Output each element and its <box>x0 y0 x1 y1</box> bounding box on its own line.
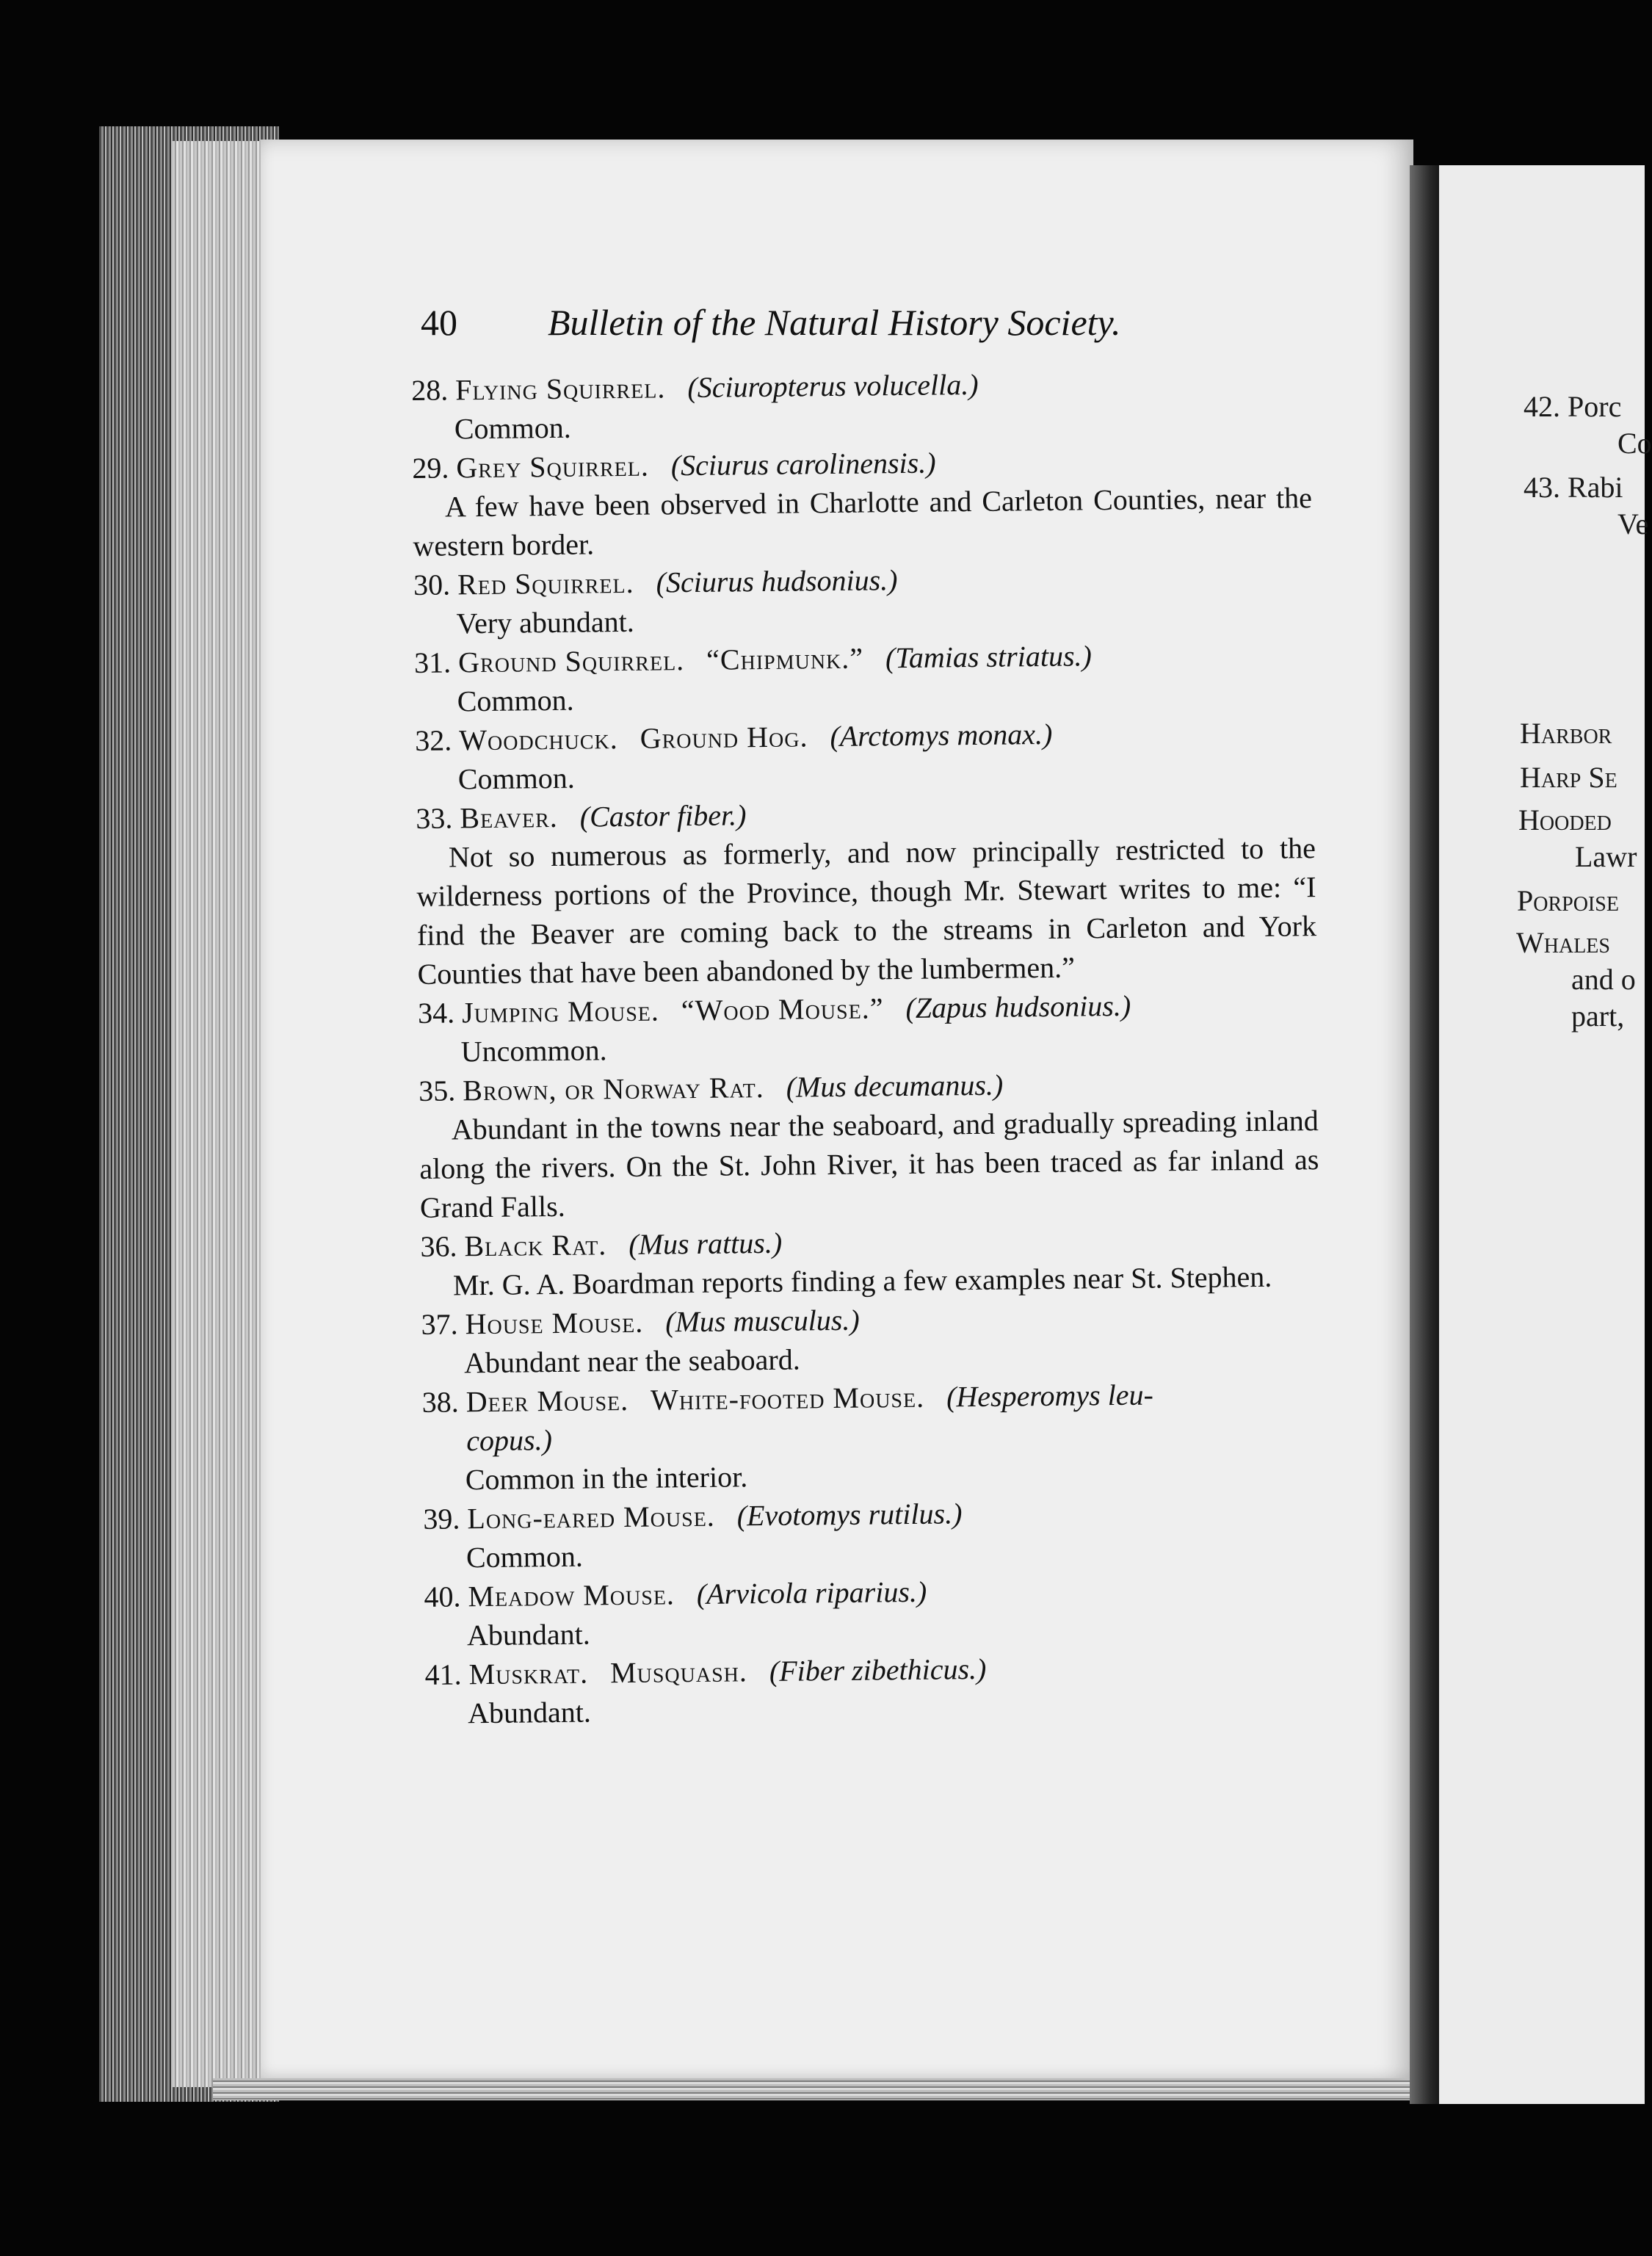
book-bottom-edge <box>213 2078 1410 2100</box>
entry-description: Uncommon. <box>460 1033 607 1069</box>
species-entry <box>420 1218 1320 1305</box>
facing-page-line: Harp Se <box>1520 761 1617 794</box>
entry-description: Common. <box>457 683 574 718</box>
species-entry <box>415 712 1315 799</box>
entry-description: Abundant. <box>466 1617 591 1652</box>
entry-number: 36. <box>420 1229 457 1263</box>
facing-page-line: and o <box>1571 963 1636 996</box>
common-name: Grey Squirrel. <box>456 449 650 485</box>
common-name: Flying Squirrel. <box>455 371 666 407</box>
common-name: Deer Mouse. <box>465 1383 629 1419</box>
entry-number: 37. <box>421 1307 458 1341</box>
running-title: Bulletin of the Natural History Society. <box>548 302 1121 343</box>
facing-page-line: Hooded <box>1518 803 1612 836</box>
facing-page-line: Lawr <box>1575 840 1637 873</box>
entry-number: 40. <box>424 1580 461 1613</box>
entry-description: Common. <box>454 411 571 446</box>
scientific-name: (Mus rattus.) <box>628 1226 783 1261</box>
facing-page-line: 42. Porc <box>1524 390 1622 423</box>
common-name: Long-eared Mouse. <box>467 1499 716 1536</box>
scientific-name: (Sciuropterus volucella.) <box>687 367 979 405</box>
species-entry <box>424 1646 1325 1733</box>
species-entry <box>419 1062 1319 1227</box>
alternate-name: “Chipmunk.” <box>706 641 864 676</box>
scientific-name: (Castor fiber.) <box>579 798 747 834</box>
scientific-name: (Arvicola riparius.) <box>696 1574 927 1611</box>
common-name: Brown, or Norway Rat. <box>463 1071 764 1107</box>
page-number: 40 <box>421 302 457 343</box>
entry-number: 41. <box>424 1657 462 1691</box>
entry-number: 30. <box>413 568 451 601</box>
common-name: Beaver. <box>460 800 559 835</box>
entry-description: Common. <box>465 1539 584 1574</box>
facing-page-line: part, <box>1571 999 1625 1033</box>
common-name: Jumping Mouse. <box>461 994 660 1030</box>
facing-page-line: Co <box>1617 427 1652 460</box>
facing-page <box>1439 165 1652 2104</box>
entry-number: 31. <box>413 646 452 679</box>
facing-page-line: 43. Rabi <box>1524 471 1623 504</box>
book-gutter <box>1410 165 1443 2104</box>
common-name: Red Squirrel. <box>457 565 634 601</box>
entry-description: Mr. G. A. Boardman reports finding a few examples near St. Stephen. <box>452 1259 1272 1302</box>
scientific-name: (Hesperomys leu- <box>946 1378 1154 1414</box>
species-entry <box>421 1295 1321 1383</box>
entry-description: A few have been observed in Charlotte and Carleton Counties, near the western border. <box>413 481 1313 563</box>
entry-number: 33. <box>416 801 453 835</box>
common-name: Black Rat. <box>464 1228 607 1263</box>
entry-description: Abundant in the towns near the seaboard, and gradually spreading inland along the rivers. On the St. John River, it has been traced as far inland as Grand Falls. <box>419 1104 1319 1224</box>
entry-number: 39. <box>423 1502 460 1536</box>
entry-description: Not so numerous as formerly, and now principally restricted to the wilderness portions of the Province, though Mr. Stewart writes to me: “I find the Beaver are coming back to the streams in Carleton and York Counties that have been abandoned by the lumbermen.” <box>416 831 1317 991</box>
scientific-name: (Sciurus hudsonius.) <box>656 563 898 599</box>
common-name: Meadow Mouse. <box>468 1577 675 1613</box>
entry-description: Common. <box>457 761 575 796</box>
scientific-name: (Zapus hudsonius.) <box>905 988 1131 1024</box>
common-name: Muskrat. <box>468 1656 589 1691</box>
facing-page-line: Harbor <box>1520 717 1612 750</box>
scientific-name: (Mus decumanus.) <box>786 1068 1004 1104</box>
alternate-name: Musquash. <box>609 1655 748 1690</box>
scientific-name: (Sciurus carolinensis.) <box>670 446 936 482</box>
alternate-name: “Wood Mouse.” <box>681 991 884 1027</box>
entry-number: 32. <box>415 723 452 757</box>
book-page-edges-inner <box>173 141 268 2087</box>
common-name: Ground Squirrel. <box>457 643 685 679</box>
alternate-name: Ground Hog. <box>640 720 808 755</box>
entry-number: 28. <box>411 373 449 407</box>
species-entry <box>424 1568 1324 1655</box>
species-entry <box>412 439 1313 565</box>
entry-number: 35. <box>419 1074 456 1107</box>
entry-number: 29. <box>412 451 449 485</box>
scientific-name: (Arctomys monax.) <box>830 717 1053 753</box>
species-entry <box>414 634 1314 721</box>
entry-number: 38. <box>421 1385 459 1419</box>
scientific-name: (Fiber zibethicus.) <box>769 1652 987 1688</box>
common-name: Woodchuck. <box>459 722 618 757</box>
species-entry <box>416 789 1317 994</box>
species-entry <box>421 1373 1322 1500</box>
entry-description: Very abundant. <box>456 604 634 640</box>
common-name: House Mouse. <box>465 1305 644 1341</box>
entry-description: Common in the interior. <box>465 1460 748 1497</box>
scientific-name: (Tamias striatus.) <box>885 639 1093 675</box>
facing-page-line: Ve <box>1617 507 1649 540</box>
alternate-name: White-footed Mouse. <box>650 1380 925 1417</box>
scientific-name-continued: copus.) <box>466 1423 553 1458</box>
scientific-name: (Mus musculus.) <box>665 1303 860 1339</box>
species-entry <box>411 361 1311 449</box>
species-list <box>411 361 1325 1733</box>
facing-page-line: Porpoise <box>1517 884 1619 917</box>
species-entry <box>423 1490 1323 1577</box>
facing-page-line: Whales <box>1516 926 1610 959</box>
entry-description: Abundant near the seaboard. <box>463 1342 800 1380</box>
entry-number: 34. <box>417 996 455 1030</box>
species-entry <box>418 984 1318 1071</box>
entry-description: Abundant. <box>467 1695 592 1730</box>
species-entry <box>413 556 1314 643</box>
scientific-name: (Evotomys rutilus.) <box>736 1497 963 1533</box>
